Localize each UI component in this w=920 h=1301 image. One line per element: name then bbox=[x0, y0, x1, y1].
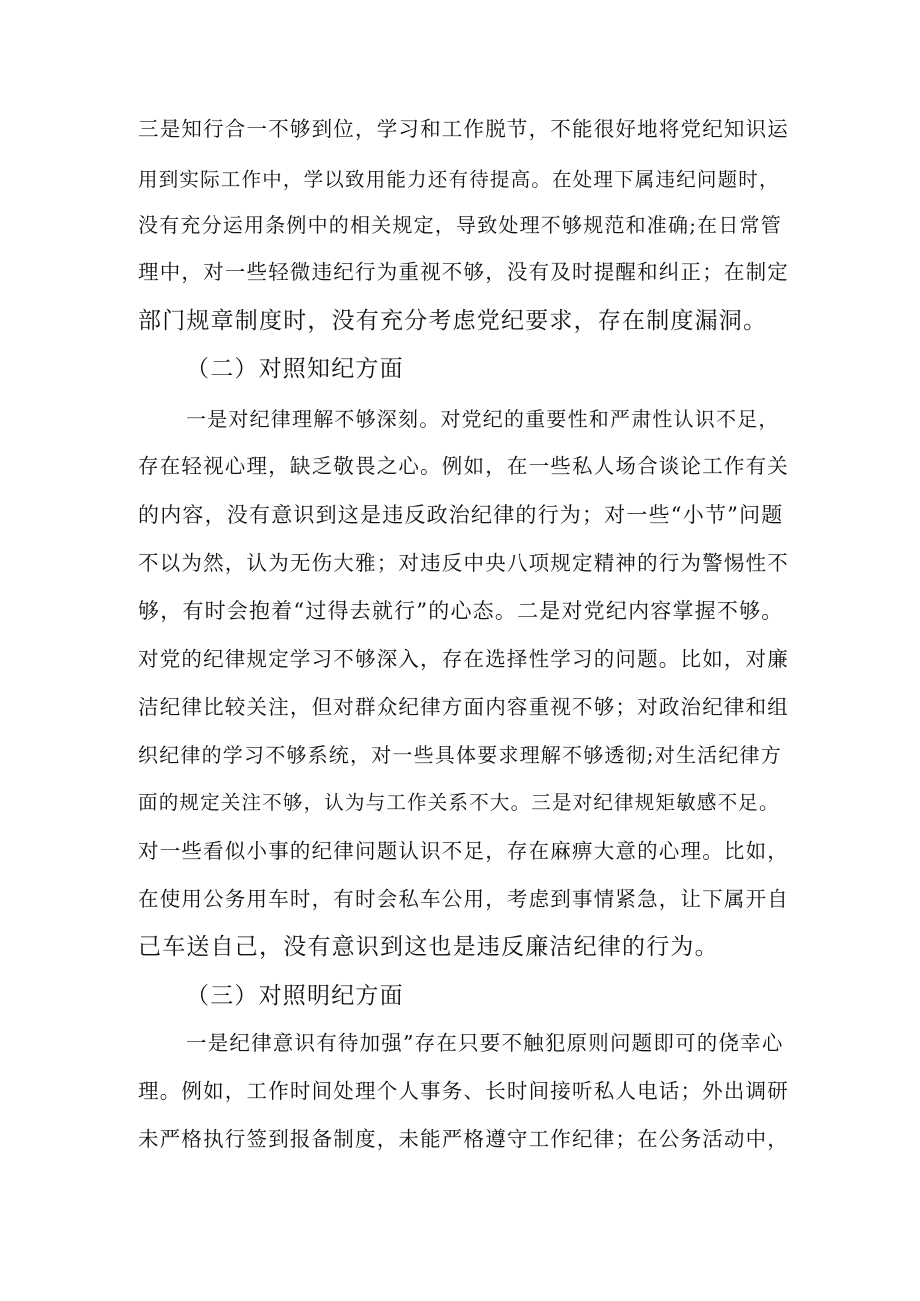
paragraph-line: 没有充分运用条例中的相关规定，导致处理不够规范和准确;在日常管 bbox=[138, 213, 782, 237]
paragraph-line: 的内容，没有意识到这是违反政治纪律的行为；对一些“小节”问题 bbox=[138, 503, 784, 527]
paragraph-line: 织纪律的学习不够系统，对一些具体要求理解不够透彻;对生活纪律方 bbox=[138, 743, 782, 767]
paragraph-line: 一是纪律意识有待加强”存在只要不触犯原则问题即可的侥幸心 bbox=[186, 1031, 784, 1055]
paragraph-line: 对一些看似小事的纪律问题认识不足，存在麻痹大意的心理。比如， bbox=[138, 839, 789, 863]
paragraph-line: 在使用公务用车时，有时会私车公用，考虑到事情紧急，让下属开自 bbox=[138, 887, 789, 911]
paragraph-line: 己车送自己，没有意识到这也是违反廉洁纪律的行为。 bbox=[138, 934, 719, 960]
paragraph-line: 面的规定关注不够，认为与工作关系不大。三是对纪律规矩敏感不足。 bbox=[138, 791, 780, 814]
paragraph-line: 理中，对一些轻微违纪行为重视不够，没有及时提醒和纠正；在制定 bbox=[138, 260, 789, 284]
paragraph-line: 用到实际工作中，学以致用能力还有待提高。在处理下属违纪问题时， bbox=[138, 168, 780, 191]
paragraph-line: 对党的纪律规定学习不够深入，存在选择性学习的问题。比如，对廉 bbox=[138, 647, 789, 671]
paragraph-line: 未严格执行签到报备制度，未能严格遵守工作纪律；在公务活动中， bbox=[138, 1127, 789, 1151]
paragraph-line: 一是对纪律理解不够深刻。对党纪的重要性和严肃性认识不足， bbox=[186, 407, 780, 431]
paragraph-line: 理。例如，工作时间处理个人事务、长时间接听私人电话；外出调研 bbox=[138, 1079, 789, 1103]
paragraph-line: 存在轻视心理，缺乏敬畏之心。例如，在一些私人场合谈论工作有关 bbox=[138, 454, 789, 478]
paragraph-line: 部门规章制度时，没有充分考虑党纪要求，存在制度漏洞。 bbox=[138, 308, 768, 334]
section-heading: （三）对照明纪方面 bbox=[186, 983, 404, 1009]
paragraph-line: 洁纪律比较关注，但对群众纪律方面内容重视不够；对政治纪律和组 bbox=[138, 695, 789, 719]
paragraph-line: 三是知行合一不够到位，学习和工作脱节，不能很好地将党纪知识运 bbox=[138, 117, 789, 141]
paragraph-line: 不以为然，认为无伤大雅；对违反中央八项规定精神的行为警惕性不 bbox=[138, 551, 789, 575]
section-heading: （二）对照知纪方面 bbox=[186, 356, 404, 382]
paragraph-line: 够，有时会抱着“过得去就行”的心态。二是对党纪内容掌握不够。 bbox=[138, 599, 784, 623]
